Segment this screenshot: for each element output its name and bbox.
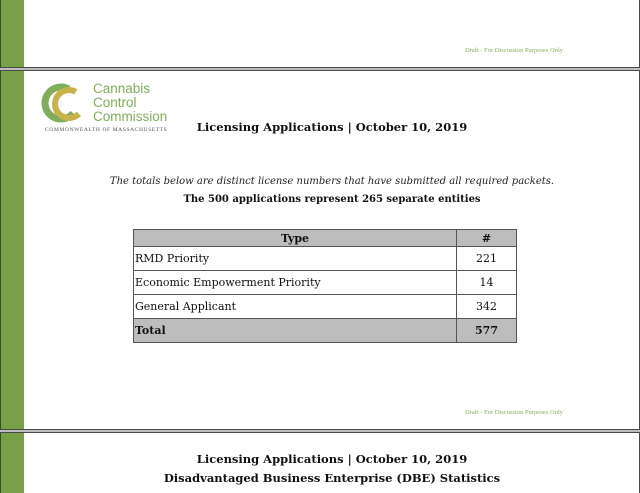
header-type: Type [134, 230, 457, 247]
table-row [134, 247, 517, 271]
row-count: 14 [457, 271, 517, 295]
draft-watermark: Draft - For Discussion Purposes Only [465, 47, 564, 54]
row-type: General Applicant [134, 295, 457, 319]
slide-accent-bar [0, 0, 24, 68]
logo-subtitle: COMMONWEALTH OF MASSACHUSETTS [45, 127, 168, 133]
table-total-row [134, 319, 517, 343]
draft-watermark: Draft - For Discussion Purposes Only [465, 409, 564, 416]
total-count: 577 [457, 319, 517, 343]
slide-summary: The 500 applications represent 265 separate entities [183, 194, 481, 205]
header-count: # [457, 230, 517, 247]
row-type: RMD Priority [134, 247, 457, 271]
slide-note: The totals below are distinct license numbers that have submitted all required packets. [109, 176, 555, 187]
slide2-subtitle: Disadvantaged Business Enterprise (DBE) Statistics [163, 471, 501, 485]
logo-line-commission: Commission [93, 109, 168, 124]
logo-line-cannabis: Cannabis [93, 81, 151, 96]
table-header-row [134, 230, 517, 247]
logo-name [93, 82, 167, 124]
total-label: Total [134, 319, 457, 343]
table-row [134, 295, 517, 319]
row-count: 221 [457, 247, 517, 271]
previous-slide [0, 0, 640, 68]
row-count: 342 [457, 295, 517, 319]
slide-title: Licensing Applications | October 10, 2019 [196, 120, 468, 134]
license-type-table [133, 229, 517, 343]
row-type: Economic Empowerment Priority [134, 271, 457, 295]
logo-line-control: Control [93, 95, 137, 110]
table-row [134, 271, 517, 295]
slide2-title: Licensing Applications | October 10, 2019 [196, 452, 468, 466]
